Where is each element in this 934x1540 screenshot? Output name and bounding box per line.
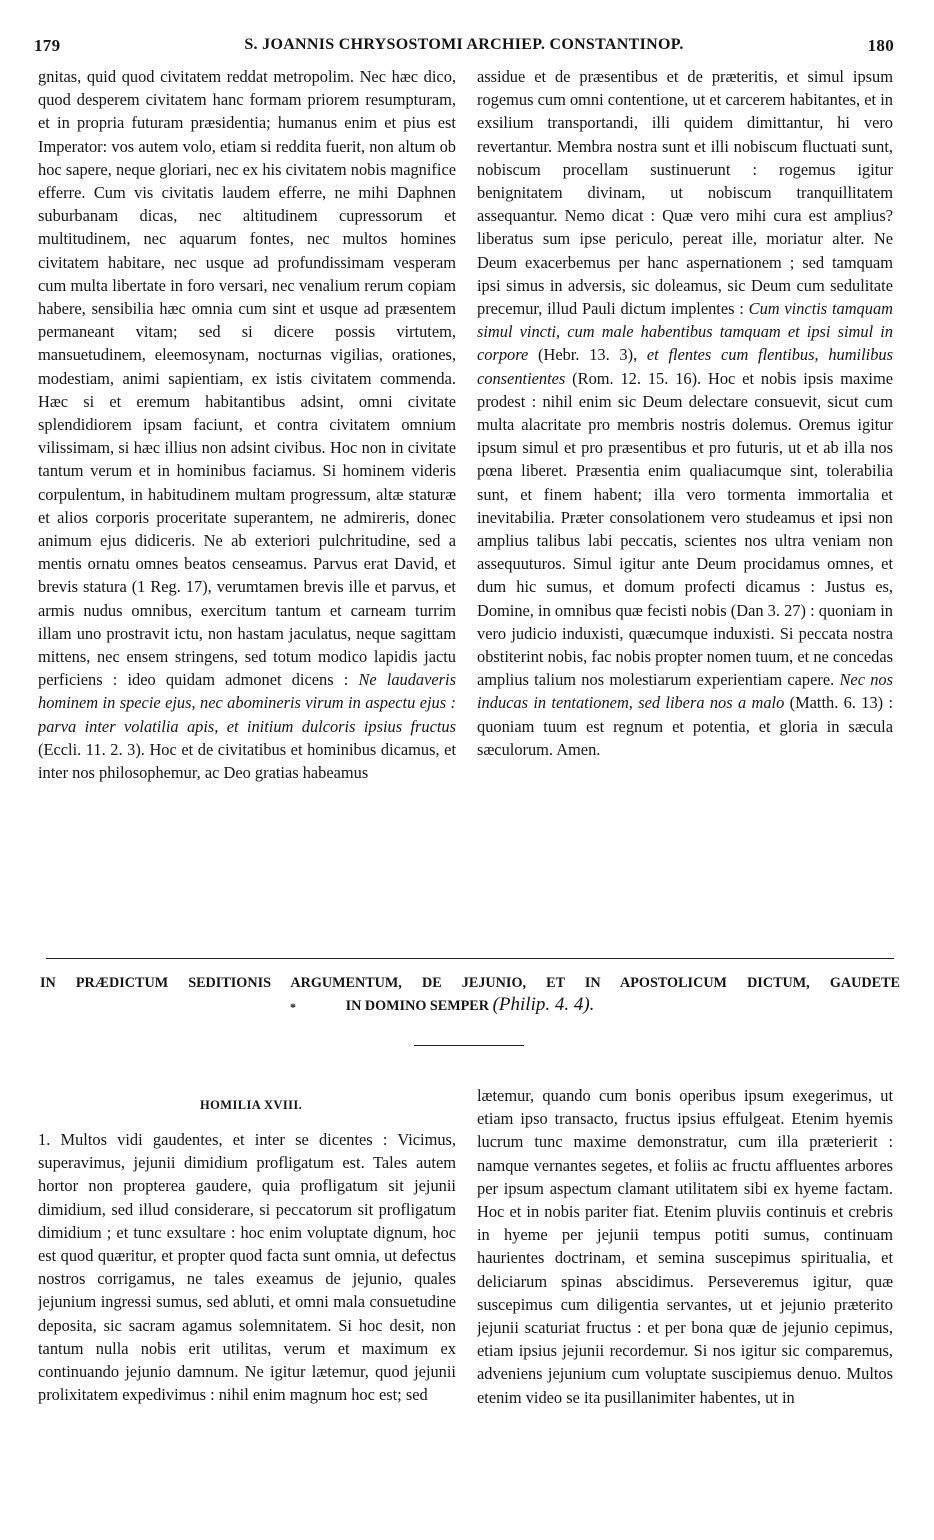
text-run: (Matth. 6. 13) : quoniam tuum est regnum et potentia, et gloria in sæcula sæculorum. Amen. — [477, 693, 893, 759]
text-run: (Rom. 12. 15. 16). Hoc et nobis ipsis maxime prodest : nihil enim sic Deum delectare consuevit, sicut cum multa alacritate pro membris nostris dolemus. Oremus igitur ipsum simul et pro præsentibus et pro futuris, ut et ab illa nos pœna liberet. Præsentia enim qualiacumque sint, tolerabilia sunt, et finem habent; illa vero tormenta immortalia et inevitabilia. Præter consolationem vero studeamus et ipsi non amplius talibus labi peccatis, scientes nos ultra veniam non assequuturos. Simul igitur ante Deum procidamus omnes, et dum hic sumus, et domum profecti dicamus : Justus es, Domine, in omnibus quæ fecisti nobis (Dan 3. 27) : quoniam in vero judicio induxisti, quæcumque induxisti. Si peccata nostra obstiterint nobis, fac nobis propter nomen tuum, et ne concedas amplius talium nos molestiarum experientiam capere. — [477, 368, 893, 690]
quotation: et flentes cum flentibus, humilibus consentientes — [477, 345, 893, 388]
quotation: Cum vinctis tamquam simul vincti, cum male habentibus tamquam et ipsi simul in corpore — [477, 299, 893, 365]
quotation: Nec nos inducas in tentationem, sed libera nos a malo — [477, 670, 893, 713]
text-run: (Eccli. 11. 2. 3). Hoc et de civitatibus et hominibus dicamus, et inter nos philosophemur, ac Deo gratias habeamus — [38, 739, 456, 783]
text-run: assidue et de præsentibus et de præteritis, et simul ipsum rogemus cum omni contentione, ut et carcerem habitantes, et in exsilium transportandi, illi quidem dimittantur, hi vero revertantur. Membra nostra sunt et illi nobiscum fluctuati sunt, nobiscum procellam sustinuerunt : rogemus igitur benignitatem divinam, ut nobiscum tranquillitatem assequantur. Nemo dicat : Quæ vero mihi cura est amplius? liberatus sum ipse periculo, pereat ille, moriatur alter. Ne Deum exacerbemus per hanc aspernationem ; sed tamquam ipsi simus in adversis, sic doleamus, sic Deum cum sedulitate precemur, illud Pauli dictum implentes : — [477, 67, 893, 319]
scripture-reference: (Philip. 4. 4). — [492, 994, 595, 1015]
text-run: (Hebr. 13. 3), — [528, 345, 647, 365]
upper-left-column — [38, 65, 456, 915]
footnote-marker: * — [290, 1000, 296, 1014]
section-divider — [46, 958, 894, 959]
title-line-2 — [345, 994, 595, 1015]
title-underline — [414, 1045, 524, 1046]
lower-right-column — [477, 1084, 893, 1484]
homily-title — [40, 972, 900, 1017]
paragraph — [38, 65, 456, 784]
lower-left-column — [38, 1128, 456, 1528]
paragraph — [477, 65, 893, 761]
page-number-right: 180 — [867, 36, 894, 55]
paragraph: lætemur, quando cum bonis operibus ipsum exegerimus, ut etiam ipso transacto, fructus ipsius effulgeat. Etenim hyemis lucrum tunc maxime demonstratur, cum illa præterierit : namque vernantes segetes, et foliis ac fructu affluentes arbores per ipsum aspectum clamant utilitatem sibi ex hyeme factam. Hoc et in nobis pariter fiat. Etenim pluviis continuis et crebris in hyeme per jejunii tempus potiti sumus, continuam haurientes doctrinam, et semina suscepimus spiritualia, et deliciarum spinas abscidimus. Perseveremus igitur, quæ suscepimus cum diligentia servantes, ut et jejunio præterito jejunii scaturiat fructus : et per bona quæ de jejunio cepimus, etiam ipsius jejunii recordemur. Si nos igitur sic comparemus, adveniens jejunium cum voluptate suscipiemus denuo. Multos etenim video se ita pusillanimiter habentes, ut in — [477, 1086, 893, 1407]
title-line-1: IN PRÆDICTUM SEDITIONIS ARGUMENTUM, DE JEJUNIO, ET IN APOSTOLICUM DICTUM, GAUDETE — [40, 975, 900, 991]
text-run: gnitas, quid quod civitatem reddat metropolim. Nec hæc dico, quod desperem civitatem hanc formam priorem resumpturam, et in propria futuram præsidentia; humanus enim et pius est Imperator: vos autem volo, etiam si reddita fuerit, non altum ob hoc sapere, neque gloriari, nec ex his civitatem nobis magnifice efferre. Cum vis civitatis laudem efferre, ne mihi Daphnen suburbanam dicas, nec altitudinem cupressorum et multitudinem, nec aquarum fontes, nec multos homines civitatem habitare, nec usque ad profundissimam vesperam cum multa libertate in foro versari, nec venalium rerum copiam habere, sensibilia hæc omnia cum sint et usque ad præsentem permaneant vitam; sed si dicere possis virtutem, mansuetudinem, eleemosynam, nocturnas vigilias, orationes, modestiam, animi sapientiam, ex istis civitatem commenda. Hæc si et eremum habitantibus adsint, omni civitate splendidiorem ipsam faciunt, et contra civitatem omnium vilissimam, si hæc illius non adsint civibus. Hoc non in civitate tantum verum et in hominibus faciamus. Si hominem videris corpulentum, in habitudinem multam progressum, altæ staturæ et alios corporis proceritate superantem, ne admireris, donec animum ejus didiceris. Ne ab exteriori pulchritudine, sed a mentis ornatu omnes beatos censeamus. Parvus erat David, et brevis statura (1 Reg. 17), verumtamen brevis ille et parvus, et armis nudus omnibus, exercitum tantum et carneam turrim illam uno prostravit ictu, non hastam jaculatus, neque sagittam mittens, nec ensem stringens, sed totum modico lapidis jactu perficiens : ideo quidam admonet dicens : — [38, 67, 456, 690]
running-title: S. JOANNIS CHRYSOSTOMI ARCHIEP. CONSTANTINOP. — [244, 36, 684, 53]
quotation: Ne laudaveris hominem in specie ejus, nec abomineris virum in aspectu ejus : parva inter volatilia apis, et initium dulcoris ipsius fructus — [38, 670, 456, 736]
homily-label: HOMILIA XVIII. — [200, 1098, 303, 1112]
upper-right-column — [477, 65, 893, 895]
title-text: IN DOMINO SEMPER — [345, 998, 490, 1014]
paragraph: 1. Multos vidi gaudentes, et inter se dicentes : Vicimus, superavimus, jejunii dimidium profligatum est. Tales autem hortor non propterea gaudere, quia profligatum sit jejunii dimidium, sed illud considerare, si peccatorum sit profligatum dimidium ; et tunc exsultare : hoc enim voluptate dignum, hoc est quod quæritur, et propter quod facta sunt omnia, ut defectus nostros corrigamus, ne tales exeamus de jejunio, quales jejunium ingressi sumus, sed abluti, et omni mala consuetudine deposita, sic sacram agamus solemnitatem. Si hoc desit, non tantum nulla nobis erit utilitas, verum et maximum ex continuando jejunio damnum. Ne igitur lætemur, quod jejunii prolixitatem expedivimus : nihil enim magnum hoc est; sed — [38, 1130, 456, 1405]
page-number-left: 179 — [34, 36, 61, 55]
running-header — [34, 36, 894, 58]
